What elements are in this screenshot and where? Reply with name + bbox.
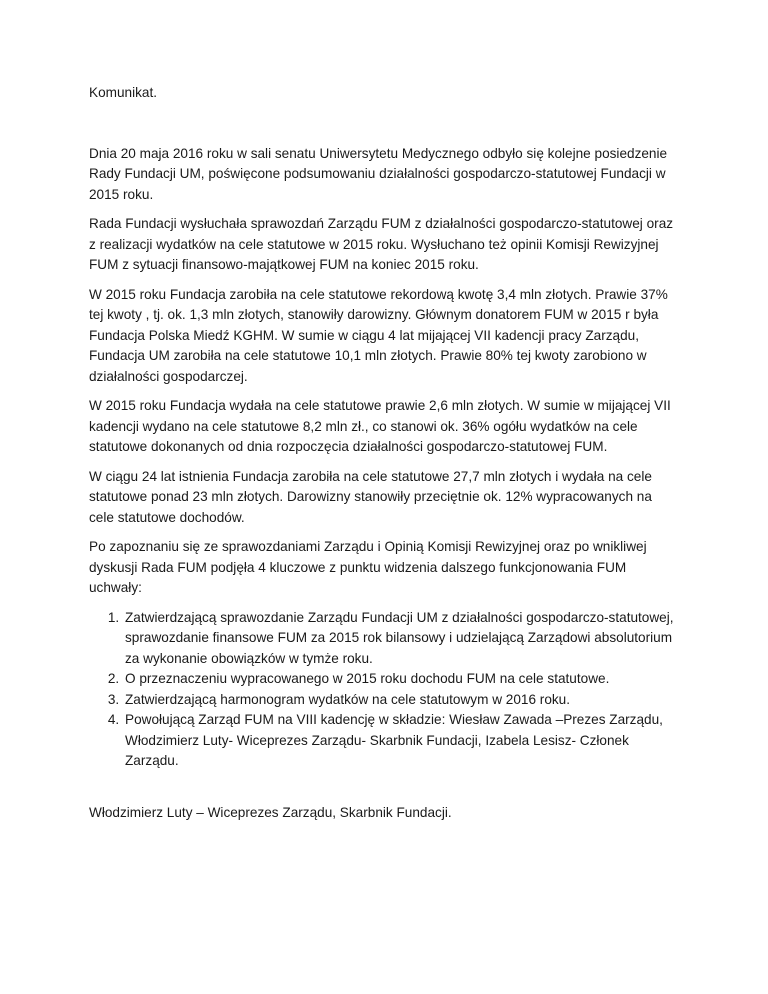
- paragraph-history: W ciągu 24 lat istnienia Fundacja zarobiła na cele statutowe 27,7 mln złotych i wydała na cele statutowe ponad 23 mln złotych. Darowizny stanowiły przeciętnie ok. 12% wypracowanych na cele statutowe dochodów.: [89, 468, 652, 525]
- paragraph-earnings: W 2015 roku Fundacja zarobiła na cele statutowe rekordową kwotę 3,4 mln złotych. Prawie 37% tej kwoty , tj. ok. 1,3 mln złotych, stanowiły darowizny. Głównym donatorem FUM w 2015 r była Fundacja Polska Miedź KGHM. W sumie w ciągu 4 lat mijającej VII kadencji pracy Zarządu, Fundacja UM zarobiła na cele statutowe 10,1 mln złotych. Prawie 80% tej kwoty zarobiono w działalności gospodarczej.: [89, 286, 668, 384]
- resolution-item: 1. Zatwierdzającą sprawozdanie Zarządu Fundacji UM z działalności gospodarczo-statutowej, sprawozdanie finansowe FUM za 2015 rok bilansowy i udzielającą Zarządowi absolutorium za wykonanie obowiązków w tymże roku.: [123, 608, 679, 670]
- paragraph-meeting: Dnia 20 maja 2016 roku w sali senatu Uniwersytetu Medycznego odbyło się kolejne posiedzenie Rady Fundacji UM, poświęcone podsumowaniu działalności gospodarczo-statutowej Fundacji w 2015 roku.: [89, 145, 668, 202]
- resolution-item: 2. O przeznaczeniu wypracowanego w 2015 roku dochodu FUM na cele statutowe.: [123, 669, 679, 690]
- document-body: [89, 83, 679, 823]
- signature-line: Włodzimierz Luty – Wiceprezes Zarządu, Skarbnik Fundacji.: [89, 804, 452, 820]
- resolution-item: 4. Powołującą Zarząd FUM na VIII kadencję w składzie: Wiesław Zawada –Prezes Zarządu, Włodzimierz Luty- Wiceprezes Zarządu- Skarbnik Fundacji, Izabela Lesisz- Członek Zarządu.: [123, 710, 679, 772]
- resolutions-list: [89, 608, 679, 772]
- paragraph-resolutions-intro: Po zapoznaniu się ze sprawozdaniami Zarządu i Opinią Komisji Rewizyjnej oraz po wnikliwej dyskusji Rada FUM podjęła 4 kluczowe z punktu widzenia dalszego funkcjonowania FUM uchwały:: [89, 539, 647, 595]
- document-heading: Komunikat.: [89, 85, 158, 100]
- paragraph-reports: Rada Fundacji wysłuchała sprawozdań Zarządu FUM z działalności gospodarczo-statutowej oraz z realizacji wydatków na cele statutowe w 2015 roku. Wysłuchano też opinii Komisji Rewizyjnej FUM z sytuacji finansowo-majątkowej FUM na koniec 2015 roku.: [89, 216, 674, 272]
- resolution-item: 3. Zatwierdzającą harmonogram wydatków na cele statutowym w 2016 roku.: [123, 690, 679, 711]
- paragraph-expenses: W 2015 roku Fundacja wydała na cele statutowe prawie 2,6 mln złotych. W sumie w mijającej VII kadencji wydano na cele statutowe 8,2 mln zł., co stanowi ok. 36% ogółu wydatków na cele statutowe dokonanych od dnia rozpoczęcia działalności gospodarczo-statutowej FUM.: [89, 398, 671, 454]
